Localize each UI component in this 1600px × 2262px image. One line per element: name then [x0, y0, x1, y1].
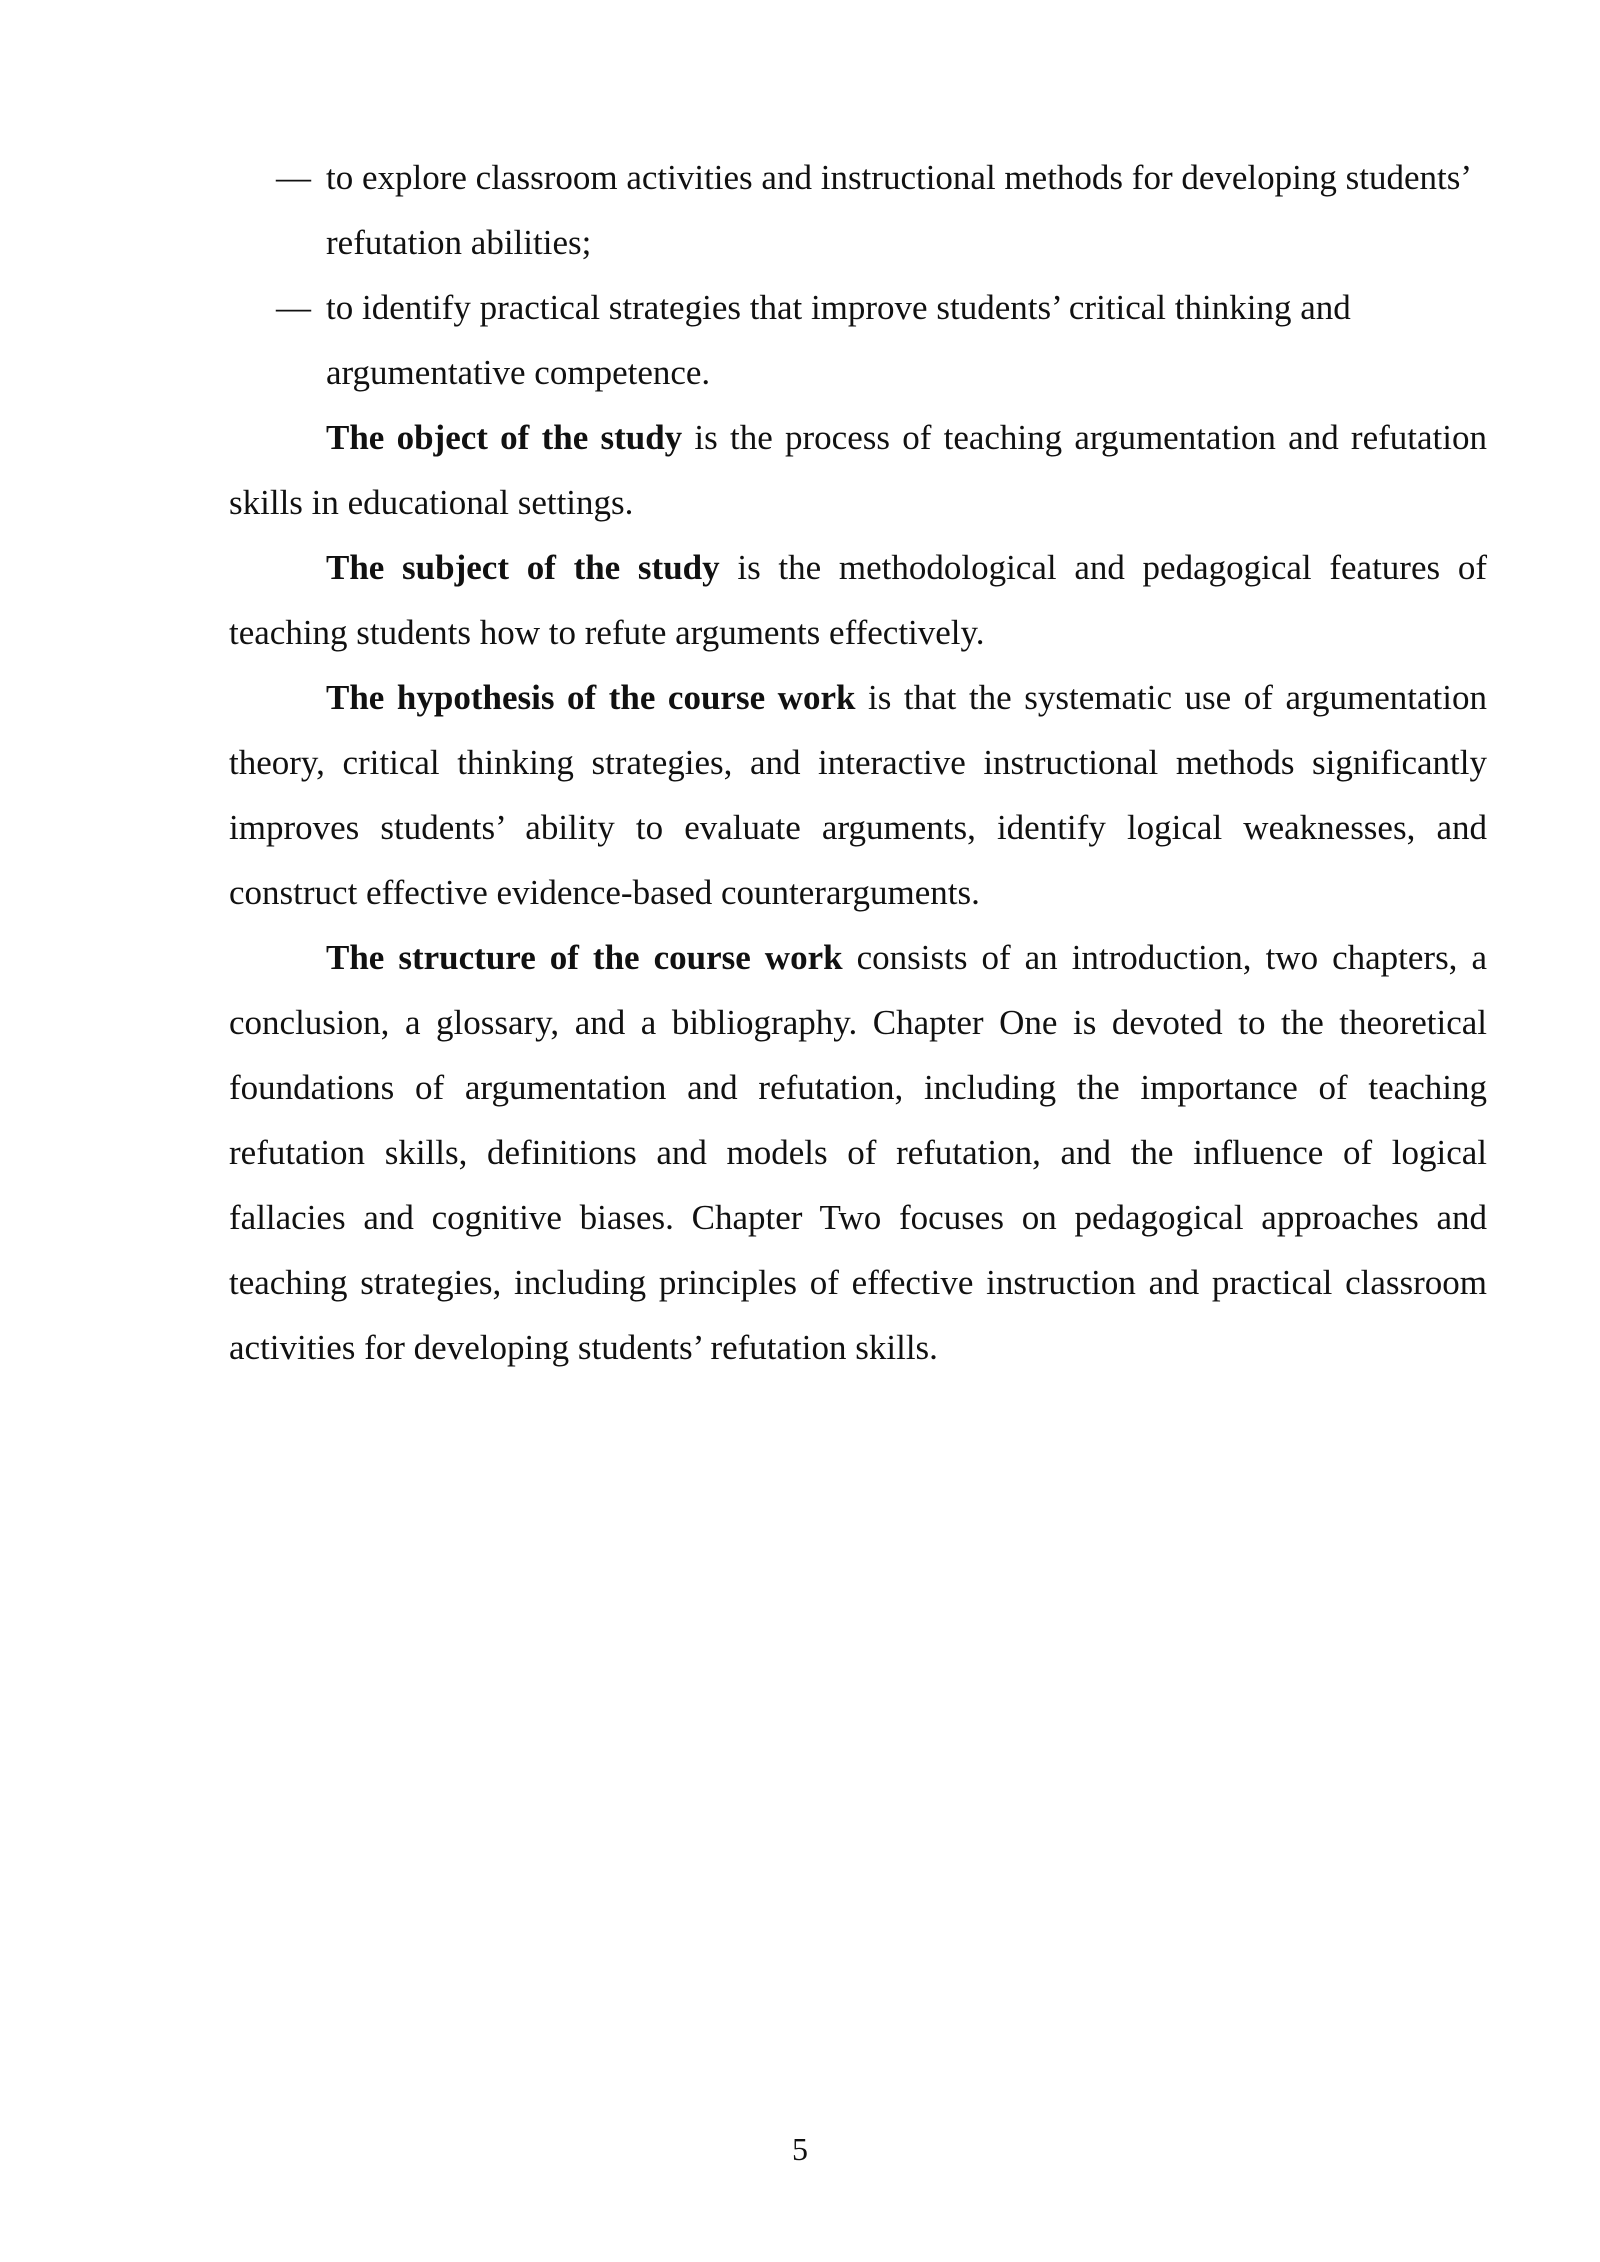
structure-lead: The structure of the course work — [326, 938, 843, 977]
hypothesis-body: is that the systematic use of argumentation theory, critical thinking strategies, and interactive instructional methods significantly improves students’ ability to evaluate arguments, identify logical weaknesses, and construct effective evidence-based counterarguments. — [229, 678, 1487, 912]
subject-lead: The subject of the study — [326, 548, 720, 587]
page-content — [229, 145, 1487, 1380]
structure-paragraph — [229, 925, 1487, 1380]
dash-marker: — — [276, 158, 311, 197]
object-body: is the process of teaching argumentation and refutation skills in educational settings. — [229, 418, 1487, 522]
structure-body: consists of an introduction, two chapters, a conclusion, a glossary, and a bibliography. Chapter One is devoted to the theoretical foundations of argumentation and refutation, including the importance of teaching refutation skills, definitions and models of refutation, and the influence of logical fallacies and cognitive biases. Chapter Two focuses on pedagogical approaches and teaching strategies, including principles of effective instruction and practical classroom activities for developing students’ refutation skills. — [229, 938, 1487, 1367]
dash-marker: — — [276, 288, 311, 327]
list-item-text: to explore classroom activities and instructional methods for developing students’ refutation abilities; — [326, 158, 1470, 262]
object-lead: The object of the study — [326, 418, 683, 457]
page-number: 5 — [792, 2131, 808, 2167]
list-item — [229, 275, 1487, 405]
list-item — [229, 145, 1487, 275]
hypothesis-lead: The hypothesis of the course work — [326, 678, 856, 717]
subject-body: is the methodological and pedagogical features of teaching students how to refute arguments effectively. — [229, 548, 1487, 652]
subject-paragraph — [229, 535, 1487, 665]
hypothesis-paragraph — [229, 665, 1487, 925]
list-item-text: to identify practical strategies that improve students’ critical thinking and argumentative competence. — [326, 288, 1351, 392]
object-paragraph — [229, 405, 1487, 535]
